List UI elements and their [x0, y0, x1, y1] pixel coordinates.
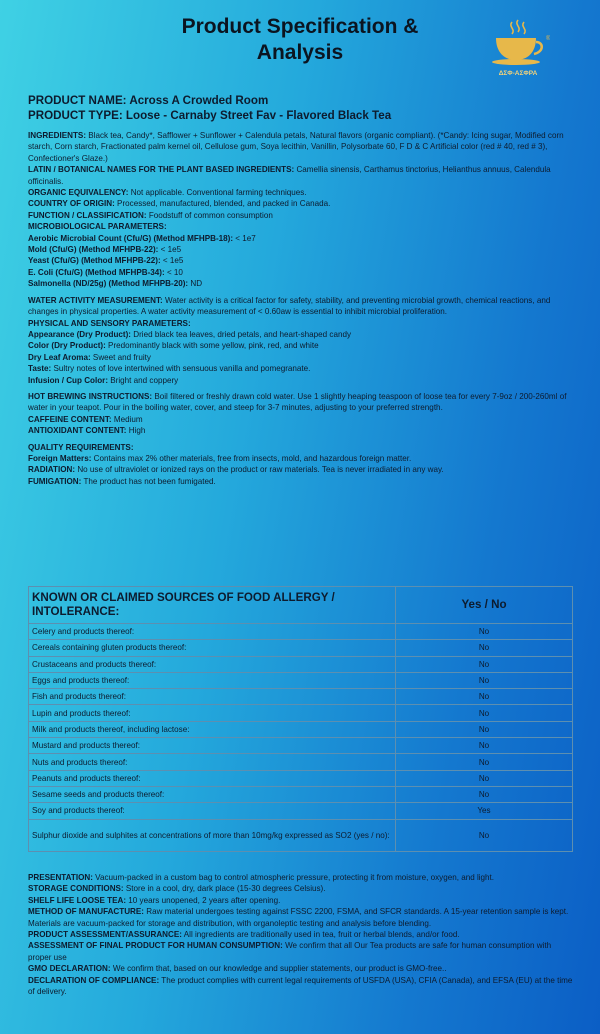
table-row [29, 738, 573, 754]
quality-heading: QUALITY REQUIREMENTS: [28, 442, 134, 452]
water-activity-label: WATER ACTIVITY MEASUREMENT: [28, 295, 163, 305]
allergy-answer: No [396, 721, 573, 737]
spec-content [28, 94, 573, 487]
micro-item [28, 278, 573, 289]
logo-wordmark: ΔΣΦ-ΑΣΦΡΑ [498, 70, 538, 77]
table-row [29, 819, 573, 851]
table-row [29, 754, 573, 770]
micro-item-value: ND [190, 279, 203, 289]
footer-label: DECLARATION OF COMPLIANCE: [28, 975, 160, 985]
sensory-item-label: Appearance (Dry Product): [28, 329, 131, 339]
footer-value: We confirm that, based on our knowledge and supplier statements, our product is GMO-free.. [112, 964, 447, 974]
micro-item [28, 244, 573, 255]
table-row [29, 624, 573, 640]
table-row [29, 770, 573, 786]
footer-value: The product complies with current legal requirements of USFDA (USA), CFIA (Canada), and EFSA (EU) at the time of delivery. [28, 975, 573, 997]
micro-item-label: E. Coli (Cfu/G) (Method MFHPB-34): [28, 267, 165, 277]
allergy-item: Sesame seeds and products thereof: [29, 786, 396, 802]
product-name-value: Across A Crowded Room [129, 94, 269, 107]
table-row [29, 721, 573, 737]
sensory-item-value: Dried black tea leaves, dried petals, and heart-shaped candy [133, 329, 352, 339]
title-line-2: Analysis [256, 41, 344, 64]
table-row [29, 640, 573, 656]
caffeine-label: CAFFEINE CONTENT: [28, 414, 112, 424]
sensory-item [28, 340, 573, 351]
antioxidant-row [28, 425, 573, 436]
brewing-row [28, 391, 573, 414]
sensory-item [28, 375, 573, 386]
allergy-item: Celery and products thereof: [29, 624, 396, 640]
product-name-row [28, 94, 573, 109]
allergy-item: Crustaceans and products thereof: [29, 656, 396, 672]
quality-item-label: Foreign Matters: [28, 453, 92, 463]
footer-row [28, 872, 573, 883]
footer-label: PRESENTATION: [28, 873, 93, 882]
function-label: FUNCTION / CLASSIFICATION: [28, 210, 147, 220]
brewing-label: HOT BREWING INSTRUCTIONS: [28, 391, 153, 401]
allergy-item: Sulphur dioxide and sulphites at concentrations of more than 10mg/kg expressed as SO2 (yes / no): [29, 819, 396, 851]
footer-label: ASSESSMENT OF FINAL PRODUCT FOR HUMAN CONSUMPTION: [28, 941, 283, 951]
allergy-answer: No [396, 705, 573, 721]
quality-item-label: FUMIGATION: [28, 476, 82, 486]
allergy-table [28, 586, 573, 852]
footer-label: METHOD OF MANUFACTURE: [28, 907, 144, 917]
sensory-item-label: Color (Dry Product): [28, 341, 106, 351]
micro-item [28, 267, 573, 278]
footer-row [28, 975, 573, 998]
latin-names-label: LATIN / BOTANICAL NAMES FOR THE PLANT BASED INGREDIENTS: [28, 165, 295, 175]
sensory-item-label: Taste: [28, 364, 52, 374]
function-row [28, 210, 573, 221]
allergy-item: Fish and products thereof: [29, 689, 396, 705]
product-type-row [28, 109, 573, 124]
footer-row [28, 883, 573, 894]
table-row [29, 689, 573, 705]
allergy-answer: No [396, 738, 573, 754]
allergy-item: Peanuts and products thereof: [29, 770, 396, 786]
allergy-answer: No [396, 656, 573, 672]
micro-item-label: Yeast (Cfu/G) (Method MFHPB-22): [28, 256, 161, 266]
allergy-item: Soy and products thereof: [29, 803, 396, 819]
allergy-answer: No [396, 819, 573, 851]
sensory-item [28, 363, 573, 374]
table-row [29, 803, 573, 819]
ingredients-row [28, 130, 573, 164]
allergy-answer: Yes [396, 803, 573, 819]
allergy-item: Cereals containing gluten products thereof: [29, 640, 396, 656]
footer-label: SHELF LIFE LOOSE TEA: [28, 895, 127, 905]
allergy-item: Nuts and products thereof: [29, 754, 396, 770]
product-name-label: PRODUCT NAME: [28, 94, 127, 107]
quality-item-value: No use of ultraviolet or ionized rays on the product or raw materials. Tea is never irradiated in any way. [77, 465, 444, 475]
footer-value: Store in a cool, dry, dark place (15-30 degrees Celsius). [125, 884, 326, 894]
latin-names-row [28, 164, 573, 187]
caffeine-value: Medium [113, 414, 143, 424]
footer-value: Vacuum-packed in a custom bag to control atmospheric pressure, protecting it from moisture, oxygen, and light. [95, 873, 495, 882]
footer-value: Raw material undergoes testing against FSSC 2200, FSMA, and SFCR standards. A 15-year retention sample is kept. Materials are vacuum-packed for storage and distribution, with organoleptic testing and analysis before blending. [28, 907, 569, 928]
organic-label: ORGANIC EQUIVALENCY: [28, 188, 129, 198]
sensory-item [28, 352, 573, 363]
title-line-1: Product Specification & [181, 15, 419, 38]
table-row [29, 705, 573, 721]
ingredients-label: INGREDIENTS: [28, 131, 87, 140]
origin-value: Processed, manufactured, blended, and packed in Canada. [117, 199, 331, 209]
quality-item-value: Contains max 2% other materials, free from insects, mold, and hazardous foreign matter. [93, 453, 412, 463]
sensory-item [28, 329, 573, 340]
teacup-logo-icon [486, 18, 550, 80]
ingredients-value: Black tea, Candy*, Safflower + Sunflower + Calendula petals, Natural flavors (organic compliant). (*Candy: Icing sugar, Modified corn starch, Corn starch, Fractionated palm kernel oil, Cellulose gum, Soya lecithin, Vanillin, Polysorbate 60, F D & C Artificial color (red # 40, red # 3), Confectioner's Glaze.) [28, 131, 564, 163]
origin-row [28, 198, 573, 209]
table-row [29, 672, 573, 688]
product-type-value: Loose - Carnaby Street Fav - Flavored Black Tea [125, 108, 392, 122]
micro-item-label: Mold (Cfu/G) (Method MFHPB-22): [28, 245, 159, 255]
sensory-item-value: Sweet and fruity [92, 352, 151, 362]
micro-item [28, 255, 573, 266]
footer-row [28, 940, 573, 963]
quality-item [28, 453, 573, 464]
sensory-item-value: Sultry notes of love intertwined with sensuous vanilla and pomegranate. [53, 364, 311, 374]
micro-heading: MICROBIOLOGICAL PARAMETERS: [28, 222, 167, 232]
allergy-answer: No [396, 624, 573, 640]
micro-item-value: < 1e7 [235, 233, 256, 243]
footer-details [28, 872, 573, 997]
footer-row [28, 963, 573, 974]
footer-row [28, 929, 573, 940]
allergy-answer: No [396, 689, 573, 705]
footer-value: 10 years unopened, 2 years after opening. [128, 895, 281, 905]
micro-item-label: Aerobic Microbial Count (Cfu/G) (Method MFHPB-18): [28, 233, 234, 243]
allergy-item: Mustard and products thereof: [29, 738, 396, 754]
table-row [29, 786, 573, 802]
micro-item-value: < 1e5 [162, 256, 184, 266]
footer-row [28, 906, 573, 929]
water-activity-row [28, 295, 573, 318]
page-header [0, 10, 600, 77]
allergy-header-answer: Yes / No [396, 587, 573, 624]
footer-label: STORAGE CONDITIONS: [28, 884, 124, 894]
water-activity-value: Water activity is a critical factor for safety, stability, and preventing microbial growth, chemical reactions, and changes in physical properties. A water activity measurement of < 0.60aw is essential to inhibit microbial proliferation. [28, 295, 551, 317]
footer-row [28, 895, 573, 906]
allergy-answer: No [396, 770, 573, 786]
antioxidant-value: High [128, 426, 146, 436]
allergy-answer: No [396, 786, 573, 802]
latin-names-value: Camellia sinensis, Carthamus tinctorius, Helianthus annuus, Calendula officinalis. [28, 165, 551, 186]
function-value: Foodstuff of common consumption [148, 210, 273, 220]
micro-item-value: < 10 [166, 267, 183, 277]
caffeine-row [28, 414, 573, 425]
allergy-item: Lupin and products thereof: [29, 705, 396, 721]
allergy-table-header [29, 587, 573, 624]
organic-value: Not applicable. Conventional farming techniques. [130, 188, 307, 198]
quality-item-value: The product has not been fumigated. [83, 476, 216, 486]
allergy-item: Eggs and products thereof: [29, 672, 396, 688]
brewing-value: Boil filtered or freshly drawn cold water. Use 1 slightly heaping teaspoon of loose tea for every 7-9oz / 200-260ml of water in your teapot. Pour in the boiling water, cover, and steep for 3-7 minutes, adjusting to your preferred strength. [28, 391, 567, 413]
antioxidant-label: ANTIOXIDANT CONTENT: [28, 426, 127, 436]
micro-item-label: Salmonella (ND/25g) (Method MFHPB-20): [28, 279, 189, 289]
origin-label: COUNTRY OF ORIGIN: [28, 199, 115, 209]
allergy-answer: No [396, 672, 573, 688]
allergy-item: Milk and products thereof, including lactose: [29, 721, 396, 737]
footer-value: We confirm that all Our Tea products are safe for human consumption with proper use [28, 941, 552, 962]
sensory-item-label: Infusion / Cup Color: [28, 375, 109, 385]
organic-row [28, 187, 573, 198]
quality-item-label: RADIATION: [28, 465, 76, 475]
sensory-item-value: Bright and coppery [110, 375, 179, 385]
sensory-heading: PHYSICAL AND SENSORY PARAMETERS: [28, 318, 191, 328]
micro-item [28, 233, 573, 244]
allergy-header-label: KNOWN OR CLAIMED SOURCES OF FOOD ALLERGY / INTOLERANCE: [29, 587, 396, 624]
quality-item [28, 476, 573, 487]
quality-item [28, 464, 573, 475]
footer-label: GMO DECLARATION: [28, 964, 111, 974]
micro-item-value: < 1e5 [160, 245, 182, 255]
sensory-item-label: Dry Leaf Aroma: [28, 352, 91, 362]
footer-value: All ingredients are traditionally used in tea, fruit or herbal blends, and/or food. [183, 930, 460, 940]
sensory-item-value: Predominantly black with some yellow, pink, red, and white [108, 341, 319, 351]
table-row [29, 656, 573, 672]
allergy-answer: No [396, 640, 573, 656]
logo-registered-mark: ® [546, 36, 550, 42]
allergy-answer: No [396, 754, 573, 770]
footer-label: PRODUCT ASSESSMENT/ASSURANCE: [28, 930, 182, 940]
product-type-label: PRODUCT TYPE: [28, 108, 123, 122]
